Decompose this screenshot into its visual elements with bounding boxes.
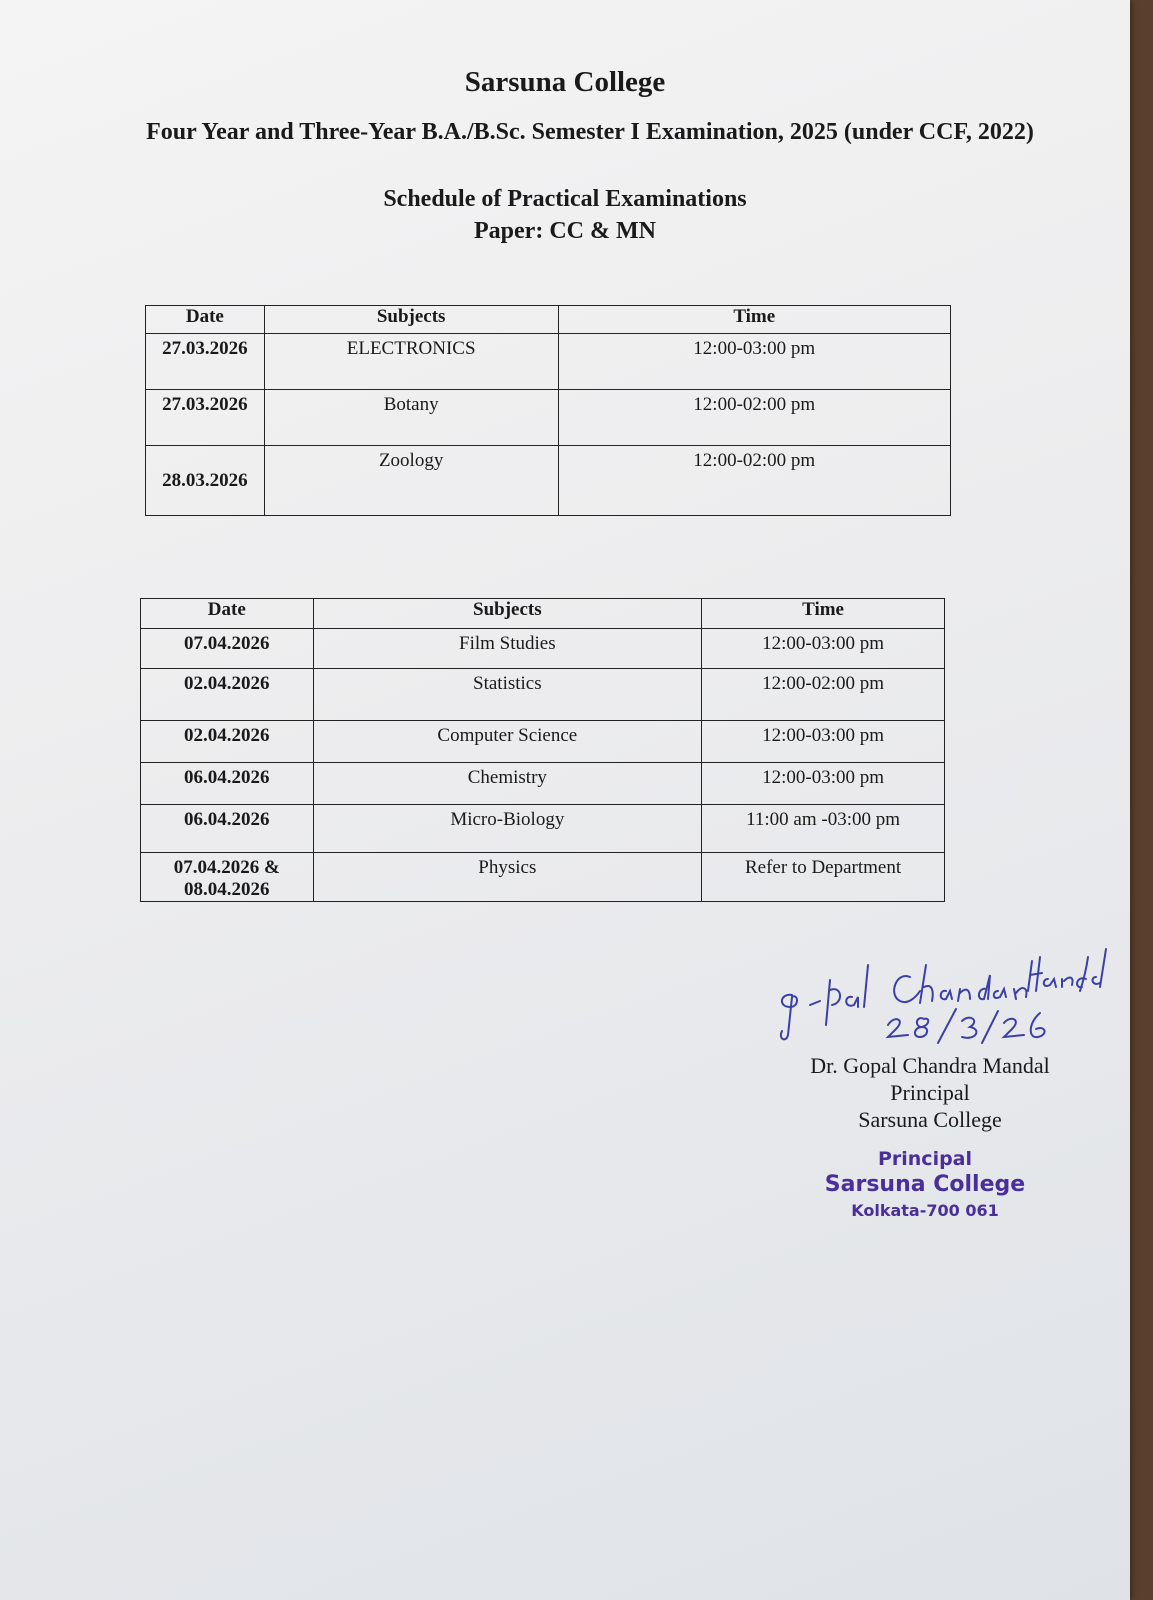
row-time: 12:00-02:00 pm xyxy=(693,450,816,471)
row-time: 11:00 am -03:00 pm xyxy=(746,809,901,830)
schedule-table-1 xyxy=(145,305,951,516)
schedule-title: Schedule of Practical Examinations xyxy=(383,186,747,212)
table-row xyxy=(141,853,945,902)
row-date: 02.04.2026 xyxy=(184,725,270,746)
row-subject: Statistics xyxy=(473,673,542,694)
row-date: 27.03.2026 xyxy=(162,338,248,359)
row-time: 12:00-03:00 pm xyxy=(762,767,885,788)
column-header-date: Date xyxy=(146,306,265,334)
college-title: Sarsuna College xyxy=(464,66,666,98)
row-time: 12:00-03:00 pm xyxy=(762,633,885,654)
row-subject: Zoology xyxy=(378,450,444,471)
table-row xyxy=(141,721,945,763)
table-row xyxy=(141,669,945,721)
signatory-institution: Sarsuna College xyxy=(858,1107,1002,1132)
table-row xyxy=(146,334,951,390)
row-date: 07.04.2026 xyxy=(184,633,270,654)
schedule-table-2 xyxy=(140,598,945,902)
signatory-name: Dr. Gopal Chandra Mandal xyxy=(810,1053,1050,1078)
column-header-subjects: Subjects xyxy=(313,599,702,629)
row-time: Refer to Department xyxy=(744,857,902,878)
row-subject: Botany xyxy=(383,394,439,415)
stamp-line-2: Sarsuna College xyxy=(824,1172,1026,1197)
row-time: 12:00-03:00 pm xyxy=(693,338,816,359)
row-subject: Film Studies xyxy=(459,633,556,654)
row-date: 28.03.2026 xyxy=(162,469,248,491)
row-subject: Micro-Biology xyxy=(450,809,565,830)
row-time: 12:00-03:00 pm xyxy=(762,725,885,746)
table-row xyxy=(141,763,945,805)
column-header-subjects: Subjects xyxy=(264,306,558,334)
row-date: 02.04.2026 xyxy=(184,673,270,694)
row-date: 07.04.2026 & 08.04.2026 xyxy=(173,857,280,900)
row-subject: Physics xyxy=(478,857,537,878)
stamp-line-3: Kolkata-700 061 xyxy=(851,1201,999,1220)
row-subject: ELECTRONICS xyxy=(346,338,476,359)
table-row xyxy=(141,629,945,669)
row-date: 06.04.2026 xyxy=(184,767,270,788)
row-subject: Chemistry xyxy=(467,767,547,788)
paper-title: Paper: CC & MN xyxy=(474,218,656,244)
column-header-date: Date xyxy=(141,599,314,629)
column-header-time: Time xyxy=(558,306,950,334)
row-date: 27.03.2026 xyxy=(162,394,248,415)
row-time: 12:00-02:00 pm xyxy=(693,394,816,415)
handwritten-signature xyxy=(770,935,1110,1045)
row-time: 12:00-02:00 pm xyxy=(762,673,885,694)
signatory-block xyxy=(780,1052,1080,1133)
column-header-time: Time xyxy=(702,599,945,629)
row-date: 06.04.2026 xyxy=(184,809,270,830)
row-subject: Computer Science xyxy=(437,725,578,746)
table-row xyxy=(146,446,951,516)
stamp-line-1: Principal xyxy=(877,1148,973,1170)
signatory-title: Principal xyxy=(890,1080,970,1105)
table-row xyxy=(146,390,951,446)
official-stamp xyxy=(780,1148,1070,1220)
exam-title: Four Year and Three-Year B.A./B.Sc. Semester I Examination, 2025 (under CCF, 2022) xyxy=(146,119,1034,145)
table-row xyxy=(141,805,945,853)
